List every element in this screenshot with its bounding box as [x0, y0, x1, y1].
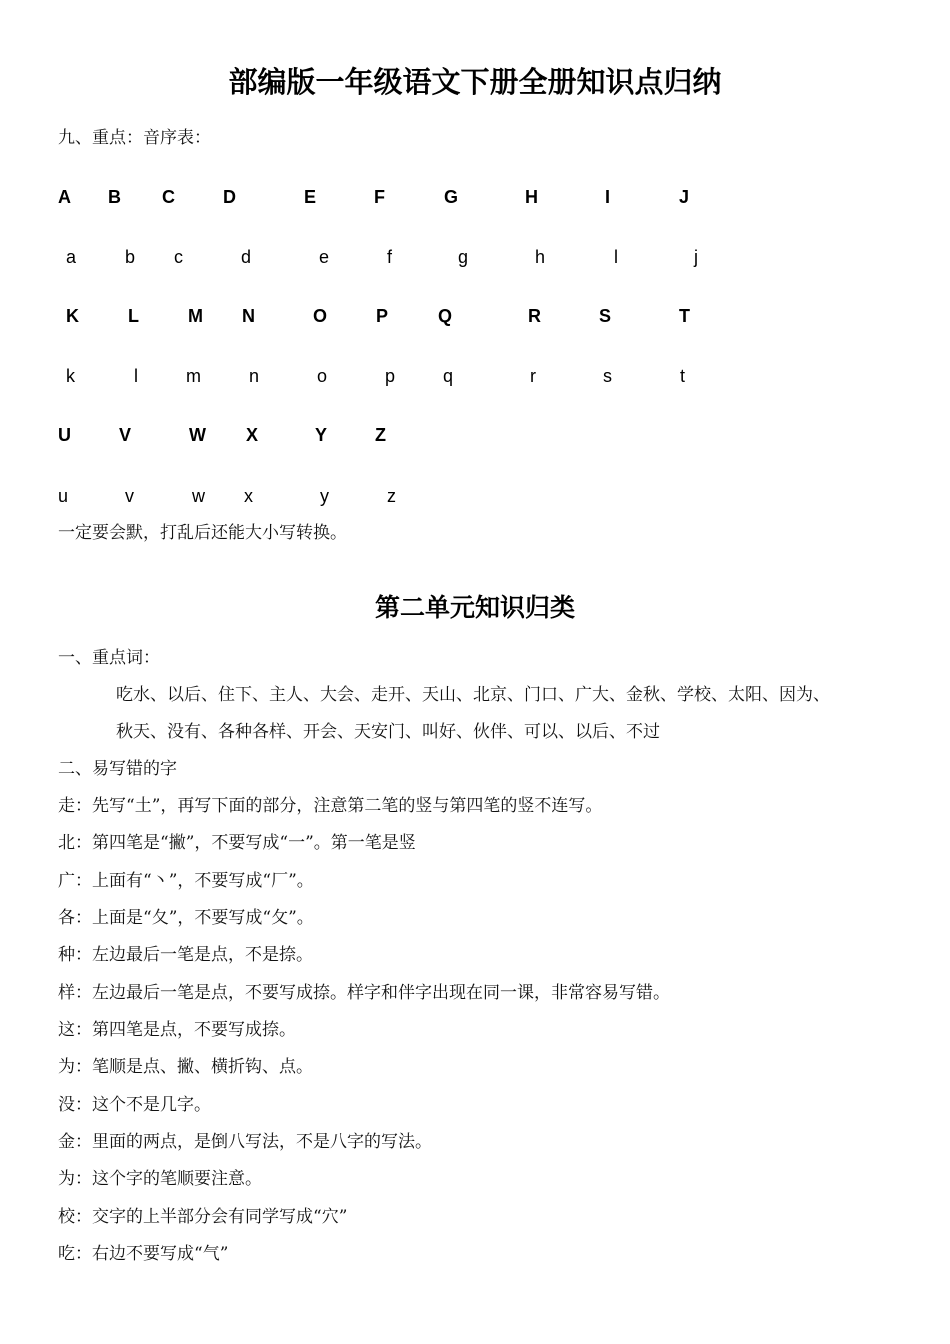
lowercase-letter: j — [694, 247, 698, 267]
uppercase-letter: X — [246, 425, 259, 445]
lowercase-letter: q — [443, 366, 454, 386]
lowercase-letter: a — [66, 247, 77, 267]
uppercase-letter: T — [679, 306, 690, 326]
mistake-item: 北：第四笔是“撇”，不要写成“一”。第一笔是竖 — [58, 833, 416, 853]
lowercase-letter: t — [680, 366, 686, 386]
lowercase-letter: k — [66, 366, 75, 386]
lowercase-letter: l — [134, 366, 138, 386]
mistake-item: 为：这个字的笔顺要注意。 — [58, 1169, 262, 1189]
uppercase-letter: U — [58, 425, 71, 445]
uppercase-letter: I — [605, 187, 611, 207]
lowercase-letter: m — [186, 366, 201, 386]
uppercase-letter: M — [188, 306, 203, 326]
lowercase-letter: o — [317, 366, 328, 386]
uppercase-letter: W — [189, 425, 206, 445]
uppercase-letter: Z — [375, 425, 386, 445]
uppercase-letter: S — [599, 306, 612, 326]
alphabet-note: 一定要会默，打乱后还能大小写转换。 — [58, 523, 347, 543]
uppercase-letter: N — [242, 306, 255, 326]
lowercase-letter: x — [244, 486, 253, 506]
uppercase-letter: Y — [315, 425, 328, 445]
mistake-item: 金：里面的两点，是倒八写法，不是八字的写法。 — [58, 1132, 432, 1152]
lowercase-letter: n — [249, 366, 260, 386]
uppercase-letter: B — [108, 187, 121, 207]
mistake-item: 走：先写“土”，再写下面的部分，注意第二笔的竖与第四笔的竖不连写。 — [58, 796, 603, 816]
key-words-line: 秋天、没有、各种各样、开会、天安门、叫好、伙伴、可以、以后、不过 — [116, 722, 660, 742]
lowercase-letter: b — [125, 247, 136, 267]
uppercase-letter: C — [162, 187, 175, 207]
mistake-item: 吃：右边不要写成“气” — [58, 1244, 229, 1264]
unit-2-title: 第二单元知识归类 — [374, 593, 575, 622]
mistake-item: 样：左边最后一笔是点，不要写成捺。样字和伴字出现在同一课，非常容易写错。 — [58, 983, 670, 1003]
mistakes-heading: 二、易写错的字 — [58, 759, 177, 779]
uppercase-letter: D — [223, 187, 236, 207]
mistake-item: 这：第四笔是点，不要写成捺。 — [58, 1020, 296, 1040]
mistake-item: 各：上面是“夂”，不要写成“攵”。 — [58, 908, 314, 928]
uppercase-letter: F — [374, 187, 385, 207]
lowercase-letter: d — [241, 247, 252, 267]
uppercase-letter: P — [376, 306, 389, 326]
lowercase-letter: v — [125, 486, 134, 506]
lowercase-letter: g — [458, 247, 469, 267]
lowercase-letter: y — [320, 486, 329, 506]
lowercase-letter: f — [387, 247, 393, 267]
uppercase-letter: J — [679, 187, 690, 207]
mistake-item: 种：左边最后一笔是点，不是捺。 — [58, 945, 313, 965]
lowercase-letter: w — [192, 486, 205, 506]
uppercase-letter: G — [444, 187, 459, 207]
uppercase-letter: E — [304, 187, 317, 207]
lowercase-letter: u — [58, 486, 69, 506]
lowercase-letter: c — [174, 247, 183, 267]
mistake-item: 广：上面有“丶”，不要写成“厂”。 — [58, 871, 314, 891]
mistake-item: 校：交字的上半部分会有同学写成“穴” — [58, 1207, 348, 1227]
page-title: 部编版一年级语文下册全册知识点归纳 — [228, 65, 722, 99]
lowercase-letter: p — [385, 366, 396, 386]
uppercase-letter: A — [58, 187, 71, 207]
lowercase-letter: e — [319, 247, 330, 267]
uppercase-letter: O — [313, 306, 328, 326]
mistake-item: 没：这个不是几字。 — [58, 1095, 211, 1115]
uppercase-letter: V — [119, 425, 132, 445]
lowercase-letter: z — [387, 486, 396, 506]
key-words-heading: 一、重点词： — [58, 648, 160, 668]
lowercase-letter: s — [603, 366, 612, 386]
mistake-item: 为：笔顺是点、撇、横折钩、点。 — [58, 1057, 313, 1077]
lowercase-letter: l — [614, 247, 618, 267]
lowercase-letter: h — [535, 247, 546, 267]
uppercase-letter: Q — [438, 306, 453, 326]
uppercase-letter: H — [525, 187, 538, 207]
uppercase-letter: R — [528, 306, 541, 326]
uppercase-letter: L — [128, 306, 139, 326]
lowercase-letter: r — [530, 366, 536, 386]
key-words-line: 吃水、以后、住下、主人、大会、走开、天山、北京、门口、广大、金秋、学校、太阳、因为、 — [116, 685, 830, 705]
section-heading-phonetic-order: 九、重点：音序表： — [58, 128, 211, 148]
uppercase-letter: K — [66, 306, 79, 326]
